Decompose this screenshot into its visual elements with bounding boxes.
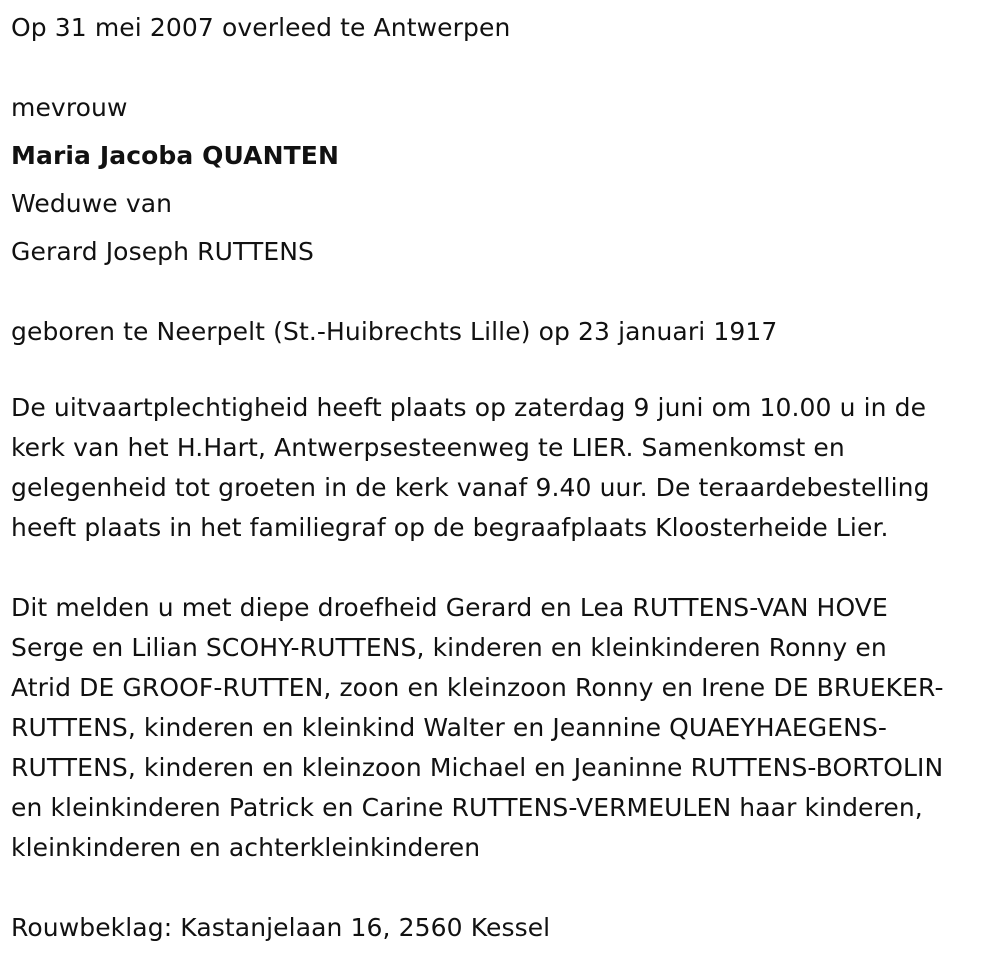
funeral-paragraph [11, 388, 1000, 548]
spouse-name: Gerard Joseph RUTTENS [11, 237, 314, 266]
spacer [11, 868, 990, 908]
family-line: RUTTENS, kinderen en kleinkind Walter en Jeannine QUAEYHAEGENS- [11, 713, 888, 742]
family-line: Dit melden u met diepe droefheid Gerard en Lea RUTTENS-VAN HOVE [11, 593, 888, 622]
funeral-line: gelegenheid tot groeten in de kerk vanaf 9.40 uur. De teraardebestelling [11, 473, 930, 502]
family-line: kleinkinderen en achterkleinkinderen [11, 833, 481, 862]
deceased-name: Maria Jacoba QUANTEN [11, 141, 339, 170]
deceased-title: mevrouw [11, 93, 128, 122]
funeral-line: De uitvaartplechtigheid heeft plaats op zaterdag 9 juni om 10.00 u in de [11, 393, 927, 422]
death-announcement: Op 31 mei 2007 overleed te Antwerpen [11, 13, 511, 42]
family-line: Serge en Lilian SCOHY-RUTTENS, kinderen en kleinkinderen Ronny en [11, 633, 887, 662]
spacer [11, 356, 990, 388]
spacer [11, 548, 990, 588]
funeral-line: heeft plaats in het familiegraf op de begraafplaats Kloosterheide Lier. [11, 513, 889, 542]
family-line: Atrid DE GROOF-RUTTEN, zoon en kleinzoon Ronny en Irene DE BRUEKER- [11, 673, 944, 702]
funeral-line: kerk van het H.Hart, Antwerpsesteenweg te LIER. Samenkomst en [11, 433, 845, 462]
family-line: RUTTENS, kinderen en kleinzoon Michael en Jeaninne RUTTENS-BORTOLIN [11, 753, 944, 782]
widow-label: Weduwe van [11, 189, 173, 218]
spacer [11, 52, 990, 84]
family-paragraph [11, 588, 1000, 868]
spacer [11, 276, 990, 308]
family-line: en kleinkinderen Patrick en Carine RUTTENS-VERMEULEN haar kinderen, [11, 793, 923, 822]
condolence-address: Rouwbeklag: Kastanjelaan 16, 2560 Kessel [11, 913, 551, 942]
birth-info: geboren te Neerpelt (St.-Huibrechts Lille) op 23 januari 1917 [11, 317, 778, 346]
